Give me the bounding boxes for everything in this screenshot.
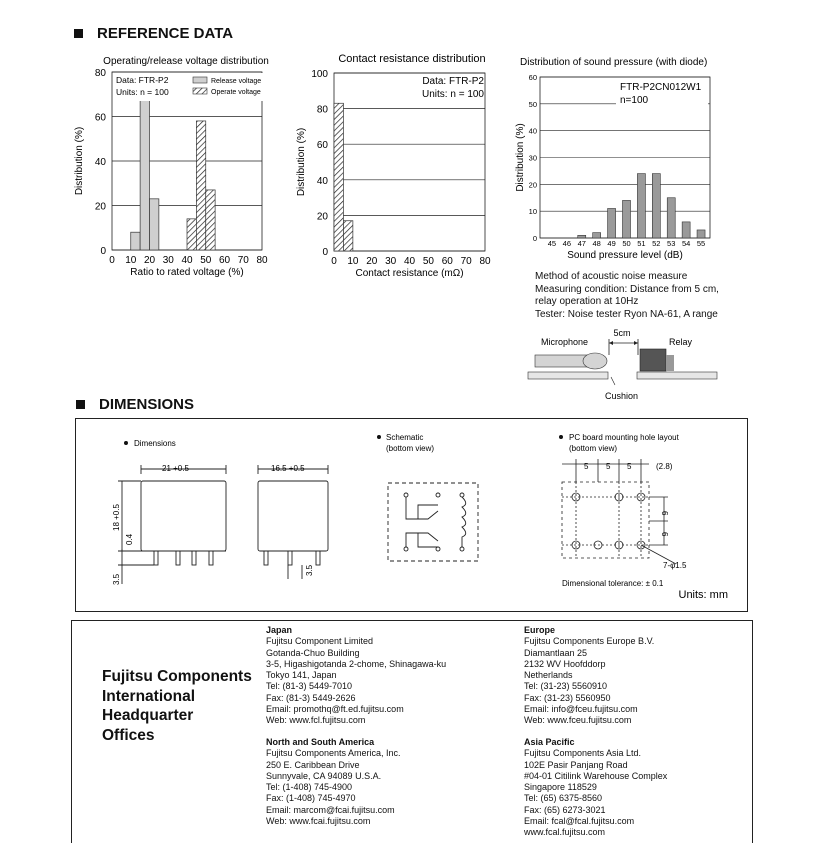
dimensions-label: Dimensions xyxy=(134,439,176,448)
x-tick-label: 40 xyxy=(181,255,193,266)
address-line: 102E Pasir Panjang Road xyxy=(524,759,628,770)
address-line: Web: www.fceu.fujitsu.com xyxy=(524,715,632,726)
x-tick-label: 50 xyxy=(622,239,631,248)
bar xyxy=(608,208,616,238)
x-axis-label: Contact resistance (mΩ) xyxy=(355,268,464,279)
relay-base xyxy=(637,372,717,379)
address-line: Fax: (31-23) 5560950 xyxy=(524,692,611,703)
x-tick-label: 50 xyxy=(200,255,212,266)
hq-title-line: Fujitsu Components xyxy=(102,668,252,685)
address-line: Email: fcal@fcal.fujitsu.com xyxy=(524,816,635,827)
reference-data-heading xyxy=(74,25,233,42)
x-tick-label: 80 xyxy=(256,255,268,266)
x-tick-label: 60 xyxy=(441,256,453,267)
x-tick-label: 0 xyxy=(109,255,115,266)
legend-label-operate: Operate voltage xyxy=(211,89,261,96)
x-tick-label: 47 xyxy=(577,239,586,248)
chart3-plot xyxy=(515,73,710,261)
schematic-diagram xyxy=(388,483,478,561)
chart-contact-resistance xyxy=(290,50,510,280)
relay-side-view xyxy=(118,465,226,584)
pcb-label: PC board mounting hole layout xyxy=(569,433,679,442)
pin-length-dim-2: 3.5 xyxy=(305,564,314,576)
vpitch-1: 6 xyxy=(660,511,669,516)
x-axis-label: Sound pressure level (dB) xyxy=(567,250,683,261)
x-tick-label: 30 xyxy=(162,255,174,266)
address-line: Tel: (81-3) 5449-7010 xyxy=(266,681,353,692)
x-tick-label: 70 xyxy=(460,256,472,267)
address-line: Sunnyvale, CA 94089 U.S.A. xyxy=(266,770,382,781)
address-line: Email: marcom@fcai.fujitsu.com xyxy=(266,804,395,815)
x-tick-label: 48 xyxy=(592,239,601,248)
bar xyxy=(187,219,196,250)
bar xyxy=(697,230,705,238)
x-tick-label: 45 xyxy=(547,239,557,248)
legend-label-release: Release voltage xyxy=(211,78,262,85)
microphone-icon xyxy=(535,353,607,369)
method-line: Measuring condition: Distance from 5 cm, xyxy=(535,283,719,295)
microphone-label: Microphone xyxy=(541,337,589,347)
annotation-data: Data: FTR-P2 xyxy=(422,76,484,87)
address-line: Tel: (65) 6375-8560 xyxy=(524,793,603,804)
hq-title-line: Offices xyxy=(102,726,155,744)
address-line: Email: promothq@ft.ed.fujitsu.com xyxy=(266,704,404,715)
y-tick-label: 0 xyxy=(100,246,106,257)
x-tick-label: 10 xyxy=(125,255,137,266)
method-line: Method of acoustic noise measure xyxy=(535,271,688,282)
address-line: Gotanda-Chuo Building xyxy=(266,647,360,658)
relay-end-view xyxy=(258,465,328,579)
y-tick-label: 0 xyxy=(532,234,537,243)
chart2-plot xyxy=(296,69,491,279)
x-tick-label: 40 xyxy=(403,256,416,267)
y-tick-label: 80 xyxy=(316,104,328,116)
offset-dim: (2.8) xyxy=(656,462,673,471)
bar xyxy=(343,221,352,251)
address-line: 2132 WV Hoofddorp xyxy=(524,658,606,669)
office-asia xyxy=(524,737,667,839)
bar xyxy=(206,190,215,250)
bar xyxy=(131,232,140,250)
annotation-units: Units: n = 100 xyxy=(422,89,484,100)
bar xyxy=(667,198,675,238)
relay-label: Relay xyxy=(669,337,693,347)
region-heading: Japan xyxy=(266,625,293,635)
offices-panel xyxy=(71,620,753,843)
width-dim: 21 +0.5 xyxy=(162,464,189,473)
address-line: 250 E. Caribbean Drive xyxy=(266,759,360,770)
address-line: Fax: (1-408) 745-4970 xyxy=(266,793,356,804)
y-tick-label: 0 xyxy=(322,247,328,258)
hq-title-line: Headquarter xyxy=(102,707,194,724)
bar xyxy=(652,174,660,238)
legend-swatch-operate xyxy=(193,88,207,94)
standoff-dim: 0.4 xyxy=(125,533,134,545)
address-line: Web: www.fcl.fujitsu.com xyxy=(266,715,366,726)
bar xyxy=(334,103,343,251)
address-line: Netherlands xyxy=(524,670,573,681)
address-line: Singapore 118529 xyxy=(524,782,597,793)
x-tick-label: 0 xyxy=(331,256,337,267)
y-tick-label: 60 xyxy=(94,112,106,124)
x-tick-label: 80 xyxy=(479,256,491,267)
pitch-1: 5 xyxy=(584,462,589,471)
x-tick-label: 60 xyxy=(218,255,231,266)
address-line: Web: www.fcai.fujitsu.com xyxy=(266,816,371,827)
dimensions-title: DIMENSIONS xyxy=(99,396,195,413)
y-tick-label: 10 xyxy=(528,207,537,217)
dimensions-drawing xyxy=(76,419,747,611)
address-line: Tel: (1-408) 745-4900 xyxy=(266,782,353,793)
tolerance-note: Dimensional tolerance: ± 0.1 xyxy=(562,579,664,588)
bar xyxy=(682,222,690,238)
bar xyxy=(593,233,601,238)
pitch-3: 5 xyxy=(627,462,632,471)
address-line: Fax: (65) 6273-3021 xyxy=(524,804,606,815)
bar xyxy=(196,121,205,250)
y-tick-label: 40 xyxy=(94,157,106,168)
region-heading: North and South America xyxy=(266,737,375,747)
chart-sound-pressure xyxy=(508,50,738,265)
y-tick-label: 50 xyxy=(528,99,537,109)
pin-length-dim: 3.5 xyxy=(112,573,121,585)
y-tick-label: 40 xyxy=(528,126,537,136)
method-line: relay operation at 10Hz xyxy=(535,296,639,308)
schematic-label: Schematic xyxy=(386,433,424,442)
address-line: Fujitsu Components America, Inc. xyxy=(266,748,401,759)
annotation-model: FTR-P2CN012W1 xyxy=(620,82,702,93)
x-axis-label: Ratio to rated voltage (%) xyxy=(130,267,244,278)
region-heading: Europe xyxy=(524,625,556,635)
x-tick-label: 51 xyxy=(637,239,646,248)
schematic-sub: (bottom view) xyxy=(386,444,435,453)
address-line: 3-5, Higashigotanda 2-chome, Shinagawa-ku xyxy=(266,658,447,669)
annotation-units: Units: n = 100 xyxy=(116,87,169,97)
bullet-square-icon xyxy=(74,29,83,38)
dimensions-heading xyxy=(76,396,194,413)
hq-title xyxy=(102,667,252,745)
x-tick-label: 46 xyxy=(562,239,572,248)
bar xyxy=(637,174,645,238)
units-note: Units: mm xyxy=(678,589,728,601)
method-line: Tester: Noise tester Ryon NA-61, A range xyxy=(535,308,718,320)
bar xyxy=(150,199,159,250)
cushion-label: Cushion xyxy=(605,391,639,401)
address-line: Email: info@fceu.fujitsu.com xyxy=(524,704,638,715)
dimensions-panel xyxy=(75,418,748,612)
chart2-title: Contact resistance distribution xyxy=(338,53,486,65)
bar xyxy=(140,99,149,250)
address-line: Fujitsu Component Limited xyxy=(266,636,374,647)
address-line: Diamantlaan 25 xyxy=(524,647,588,658)
x-tick-label: 54 xyxy=(681,239,691,248)
address-line: Fax: (81-3) 5449-2626 xyxy=(266,692,356,703)
address-line: Fujitsu Components Europe B.V. xyxy=(524,636,655,647)
x-tick-label: 49 xyxy=(607,239,616,248)
height-dim: 18 +0.5 xyxy=(112,504,121,531)
x-tick-label: 52 xyxy=(652,239,661,248)
pcb-hole-layout xyxy=(562,459,676,564)
x-tick-label: 50 xyxy=(422,256,434,267)
x-tick-label: 55 xyxy=(696,239,706,248)
y-tick-label: 20 xyxy=(316,211,328,223)
office-europe xyxy=(524,625,654,727)
y-axis-label: Distribution (%) xyxy=(296,127,307,197)
address-line: Tokyo 141, Japan xyxy=(266,670,337,681)
address-line: Tel: (31-23) 5560910 xyxy=(524,681,608,692)
x-tick-label: 10 xyxy=(347,256,359,267)
chart1-plot xyxy=(74,68,268,278)
office-japan xyxy=(266,625,446,727)
chart-operate-release-voltage xyxy=(70,50,290,280)
reference-data-title: REFERENCE DATA xyxy=(97,25,234,42)
y-tick-label: 20 xyxy=(94,201,106,213)
address-line: www.fcal.fujitsu.com xyxy=(524,827,606,838)
chart1-title: Operating/release voltage distribution xyxy=(103,56,269,67)
y-tick-label: 60 xyxy=(528,73,537,82)
bar xyxy=(622,200,630,238)
chart3-title: Distribution of sound pressure (with diode) xyxy=(520,57,708,68)
y-tick-label: 40 xyxy=(316,175,328,187)
bullet-square-icon xyxy=(76,400,85,409)
address-line: Fujitsu Components Asia Ltd. xyxy=(524,748,642,759)
vpitch-2: 6 xyxy=(660,532,669,537)
acoustic-setup-diagram xyxy=(525,325,725,405)
acoustic-method-text xyxy=(535,271,719,321)
pcb-sub: (bottom view) xyxy=(569,444,618,453)
x-tick-label: 53 xyxy=(667,239,676,248)
annotation-data: Data: FTR-P2 xyxy=(116,75,169,85)
y-axis-label: Distribution (%) xyxy=(515,123,526,192)
pitch-2: 5 xyxy=(606,462,611,471)
y-tick-label: 60 xyxy=(316,140,328,152)
distance-label: 5cm xyxy=(613,328,631,338)
depth-dim: 16.5 +0.5 xyxy=(271,464,305,473)
y-tick-label: 30 xyxy=(528,153,537,163)
y-axis-label: Distribution (%) xyxy=(74,126,85,196)
y-tick-label: 80 xyxy=(94,68,106,79)
x-tick-label: 20 xyxy=(143,255,156,266)
office-americas xyxy=(266,737,401,827)
x-tick-label: 20 xyxy=(366,256,378,267)
x-tick-label: 70 xyxy=(237,255,249,266)
hq-title-line: International xyxy=(102,687,196,705)
mic-base xyxy=(528,372,608,379)
y-tick-label: 20 xyxy=(528,180,537,190)
y-tick-label: 100 xyxy=(311,69,328,80)
relay-icon xyxy=(640,349,674,371)
hole-dim: 7-φ1.5 xyxy=(663,561,687,570)
bar xyxy=(578,235,586,238)
legend-swatch-release xyxy=(193,77,207,83)
annotation-n: n=100 xyxy=(620,95,649,106)
x-tick-label: 30 xyxy=(385,256,397,267)
address-line: #04-01 Citilink Warehouse Complex xyxy=(524,770,668,781)
region-heading: Asia Pacific xyxy=(524,737,575,747)
